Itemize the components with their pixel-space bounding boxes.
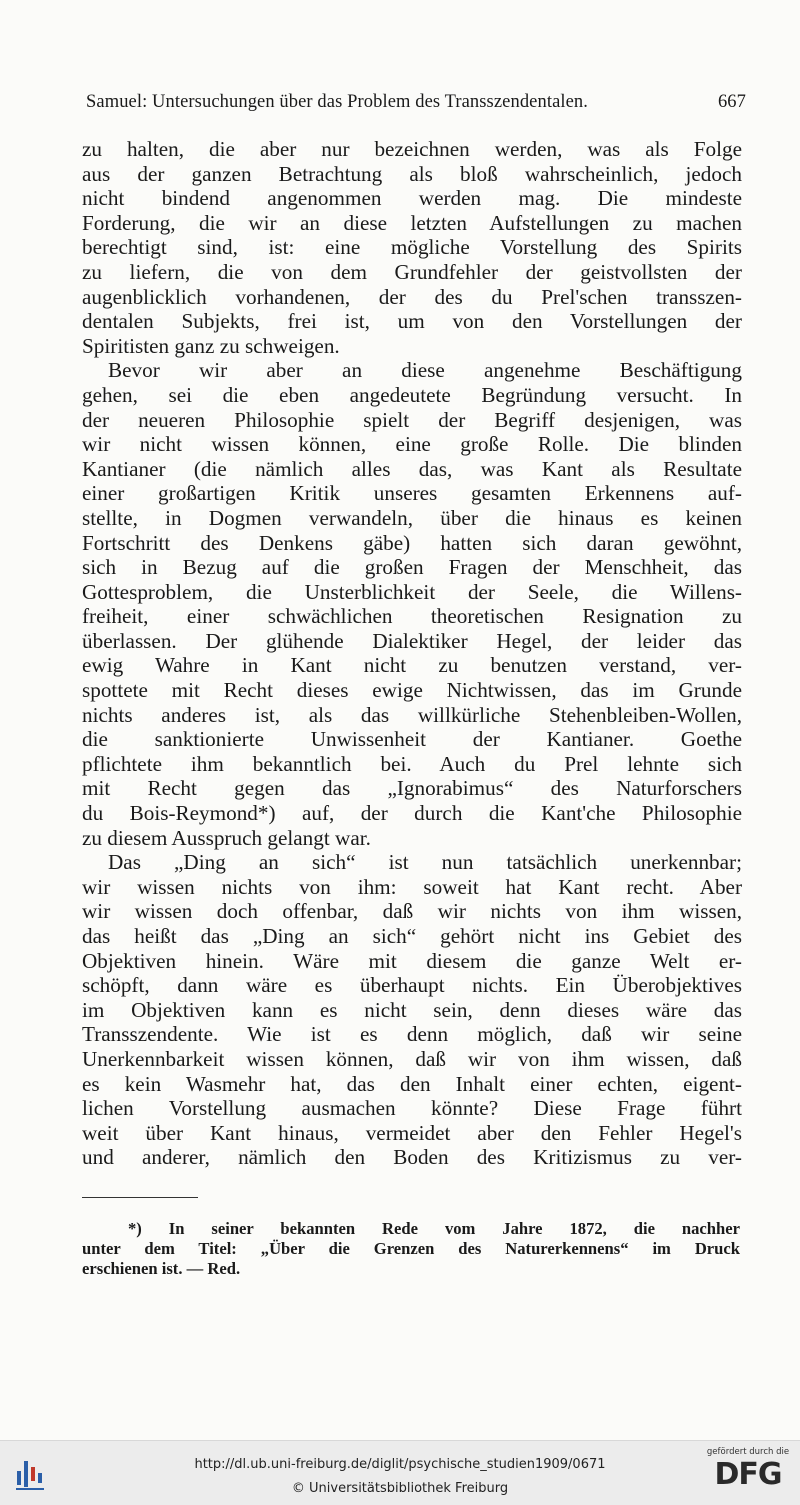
text-line: zu liefern, die von dem Grundfehler der geistvollsten der — [82, 259, 742, 284]
running-header — [86, 92, 746, 113]
footnote-line: unter dem Titel: „Über die Grenzen des Naturerkennens“ im Druck — [82, 1239, 740, 1258]
dfg-caption: gefördert durch die — [706, 1447, 790, 1457]
page-number: 667 — [717, 92, 746, 112]
running-title: Samuel: Untersuchungen über das Problem des Transszendentalen. — [86, 92, 589, 112]
text-line: Bevor wir aber an diese angenehme Beschäftigung — [108, 358, 742, 383]
text-line: Kantianer (die nämlich alles das, was Kant als Resultate — [82, 456, 742, 481]
text-line: überlassen. Der glühende Dialektiker Hegel, der leider das — [82, 628, 742, 653]
text-line: gehen, sei die eben angedeutete Begründung versucht. In — [82, 382, 742, 407]
viewer-footer — [0, 1440, 800, 1505]
text-line: nicht bindend angenommen werden mag. Die mindeste — [82, 186, 742, 211]
text-line: freiheit, einer schwächlichen theoretischen Resignation zu — [82, 604, 742, 629]
dfg-logo: DFG — [714, 1457, 782, 1492]
text-line: wir nicht wissen können, eine große Rolle. Die blinden — [82, 432, 742, 457]
text-line: zu diesem Ausspruch gelangt war. — [82, 825, 371, 850]
text-line: Spiritisten ganz zu schweigen. — [82, 333, 340, 358]
text-line: stellte, in Dogmen verwandeln, über die hinaus es keinen — [82, 505, 742, 530]
text-line: augenblicklich vorhandenen, der des du Prel'schen transszen- — [82, 284, 742, 309]
text-line: Das „Ding an sich“ ist nun tatsächlich unerkennbar; — [108, 850, 742, 875]
text-line: nichts anderes ist, als das willkürliche Stehenbleiben-Wollen, — [82, 702, 742, 727]
text-line: das heißt das „Ding an sich“ gehört nicht ins Gebiet des — [82, 924, 742, 948]
text-line: Unerkennbarkeit wissen können, daß wir von ihm wissen, daß — [82, 1046, 742, 1071]
text-line: sich in Bezug auf die großen Fragen der Menschheit, das — [82, 555, 742, 580]
text-line: spottete mit Recht dieses ewige Nichtwissen, das im Grunde — [82, 678, 742, 703]
text-line: Transszendente. Wie ist es denn möglich, daß wir seine — [82, 1022, 742, 1047]
footnote-line: *) In seiner bekannten Rede vom Jahre 1872, die nachher — [128, 1219, 740, 1238]
text-line: wir wissen doch offenbar, daß wir nichts von ihm wissen, — [82, 899, 742, 924]
text-line: pflichtete ihm bekanntlich bei. Auch du Prel lehnte sich — [82, 751, 742, 776]
text-line: berechtigt sind, ist: eine mögliche Vorstellung des Spirits — [82, 235, 742, 260]
text-line: mit Recht gegen das „Ignorabimus“ des Naturforschers — [82, 776, 742, 801]
text-line: wir wissen nichts von ihm: soweit hat Kant recht. Aber — [82, 874, 742, 899]
document-url[interactable]: http://dl.ub.uni-freiburg.de/diglit/psychische_studien1909/0671 — [194, 1457, 606, 1472]
text-line: Forderung, die wir an diese letzten Aufstellungen zu machen — [82, 210, 742, 235]
dfg-badge — [706, 1447, 790, 1493]
text-line: dentalen Subjekts, frei ist, um von den Vorstellungen der — [82, 309, 742, 334]
text-line: Fortschritt des Denkens gäbe) hatten sich daran gewöhnt, — [82, 530, 742, 555]
text-line: aus der ganzen Betrachtung als bloß wahrscheinlich, jedoch — [82, 161, 742, 186]
text-line: einer großartigen Kritik unseres gesamten Erkennens auf- — [82, 481, 742, 506]
body-text — [82, 137, 742, 1170]
text-line: du Bois-Reymond*) auf, der durch die Kant'che Philosophie — [82, 801, 742, 826]
text-line: weit über Kant hinaus, vermeidet aber den Fehler Hegel's — [82, 1120, 742, 1145]
footnote-separator — [82, 1197, 198, 1198]
text-line: schöpft, dann wäre es überhaupt nichts. Ein Überobjektives — [82, 973, 742, 998]
text-line: und anderer, nämlich den Boden des Kritizismus zu ver- — [82, 1145, 742, 1170]
text-line: im Objektiven kann es nicht sein, denn dieses wäre das — [82, 997, 742, 1022]
text-line: Gottesproblem, die Unsterblichkeit der Seele, die Willens- — [82, 579, 742, 604]
text-line: es kein Wasmehr hat, das den Inhalt einer echten, eigent- — [82, 1071, 742, 1096]
text-line: zu halten, die aber nur bezeichnen werden, was als Folge — [82, 137, 742, 161]
text-line: die sanktionierte Unwissenheit der Kantianer. Goethe — [82, 727, 742, 752]
text-line: Objektiven hinein. Wäre mit diesem die ganze Welt er- — [82, 948, 742, 973]
text-line: ewig Wahre in Kant nicht zu benutzen verstand, ver- — [82, 653, 742, 678]
text-line: der neueren Philosophie spielt der Begriff desjenigen, was — [82, 407, 742, 432]
footnote — [82, 1219, 740, 1279]
footnote-line: erschienen ist. — Red. — [82, 1259, 241, 1278]
copyright-notice: © Universitätsbibliothek Freiburg — [291, 1481, 509, 1496]
text-line: lichen Vorstellung ausmachen könnte? Diese Frage führt — [82, 1096, 742, 1121]
